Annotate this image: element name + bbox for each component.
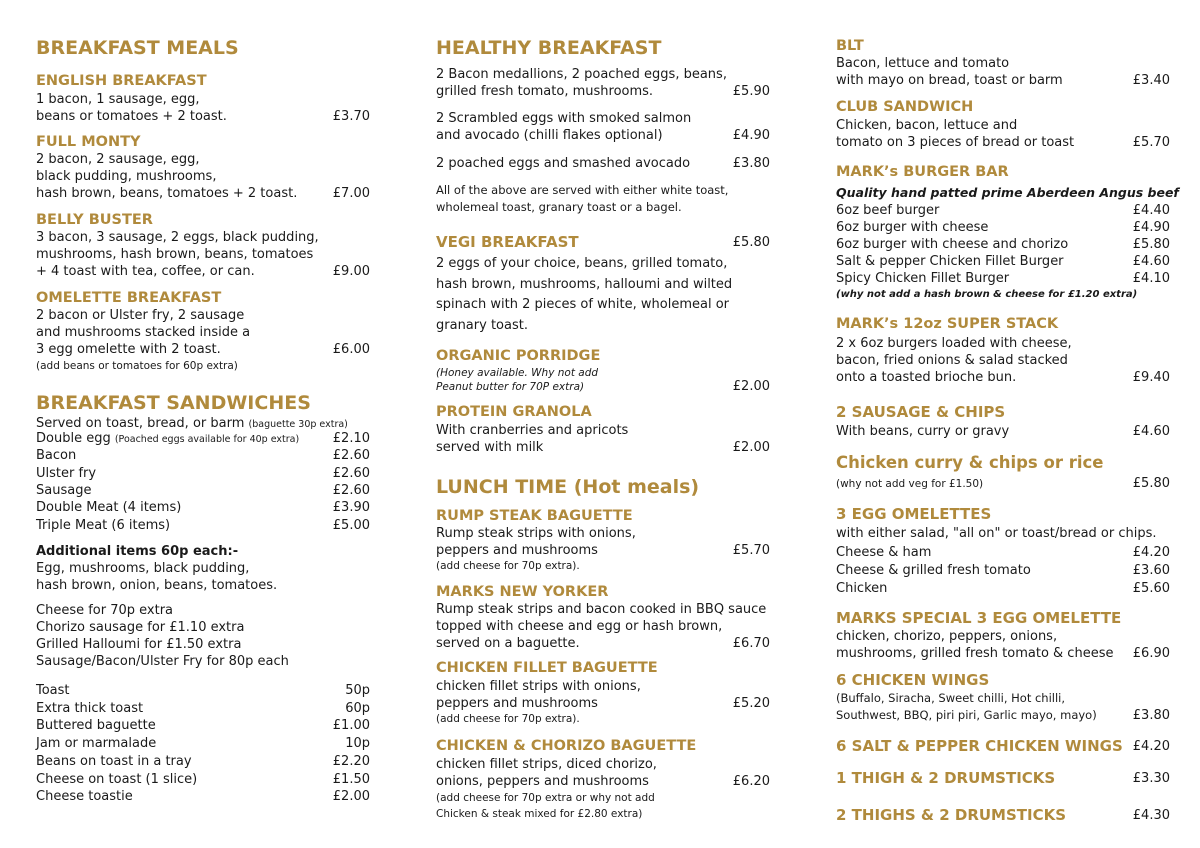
super-stack-heading: MARK’s 12oz SUPER STACK: [836, 316, 1059, 332]
toast-item-name: Beans on toast in a tray: [36, 753, 192, 769]
chicken-curry-heading: Chicken curry & chips or rice: [836, 453, 1104, 472]
extra-item: Sausage/Bacon/Ulster Fry for 80p each: [36, 654, 289, 669]
additional-items-desc-2: hash brown, onion, beans, tomatoes.: [36, 578, 278, 593]
healthy-note-1: All of the above are served with either white toast,: [436, 183, 729, 197]
granola-desc-2: [436, 439, 770, 456]
omelette-price: £5.60: [1132, 581, 1170, 596]
egg-omelettes-desc: with either salad, "all on" or toast/bread or chips.: [836, 526, 1157, 541]
vegi-breakfast-heading: [436, 234, 770, 251]
special-omelette-heading: MARKS SPECIAL 3 EGG OMELETTE: [836, 609, 1122, 627]
burger-price: £4.90: [1132, 220, 1170, 235]
list-item: [36, 753, 370, 770]
belly-buster-desc-1: 3 bacon, 3 sausage, 2 eggs, black pudding,: [36, 230, 319, 245]
omelette-name: Cheese & ham: [836, 545, 932, 560]
rump-desc-2-text: peppers and mushrooms: [436, 543, 598, 558]
blt-heading: BLT: [836, 38, 864, 54]
burger-name: Salt & pepper Chicken Fillet Burger: [836, 254, 1064, 269]
sandwich-price: £2.60: [332, 482, 370, 498]
sandwiches-subheading-note: (baguette 30p extra): [248, 419, 348, 430]
english-breakfast-desc-2: [36, 108, 370, 125]
yorker-desc-2: topped with cheese and egg or hash brown,: [436, 619, 723, 634]
granola-price: £2.00: [732, 440, 770, 455]
list-item: [836, 253, 1170, 270]
list-item: [836, 562, 1170, 579]
belly-buster-price: £9.00: [332, 264, 370, 279]
toast-item-name: Toast: [36, 683, 70, 698]
blt-price: £3.40: [1132, 73, 1170, 88]
healthy-1-desc-2-text: grilled fresh tomato, mushrooms.: [436, 84, 654, 99]
burger-name: 6oz burger with cheese and chorizo: [836, 237, 1069, 252]
yorker-desc-3-text: served on a baguette.: [436, 636, 580, 651]
list-item: [836, 236, 1170, 253]
toast-item-price: 60p: [345, 700, 370, 716]
thigh2-heading-text: 2 THIGHS & 2 DRUMSTICKS: [836, 806, 1067, 824]
yorker-desc-1: Rump steak strips and bacon cooked in BBQ sauce: [436, 602, 767, 617]
wings-price: £3.80: [1132, 708, 1170, 723]
burger-price: £4.10: [1132, 271, 1170, 286]
sandwich-name: Triple Meat (6 items): [36, 517, 171, 533]
chicken-fillet-heading: CHICKEN FILLET BAGUETTE: [436, 660, 658, 676]
sausage-chips-heading: 2 SAUSAGE & CHIPS: [836, 403, 1006, 421]
granola-desc-2-text: served with milk: [436, 440, 544, 455]
additional-items-heading: Additional items 60p each:-: [36, 544, 239, 559]
burger-name: Spicy Chicken Fillet Burger: [836, 271, 1010, 286]
list-item: [36, 788, 370, 805]
chorizo-desc-1: chicken fillet strips, diced chorizo,: [436, 757, 657, 772]
burger-bar-heading: MARK’s BURGER BAR: [836, 164, 1009, 180]
healthy-note-2: wholemeal toast, granary toast or a bagel.: [436, 200, 682, 214]
porridge-note-2: [436, 380, 770, 395]
list-item: [36, 482, 370, 499]
club-sandwich-heading: CLUB SANDWICH: [836, 99, 974, 115]
vegi-breakfast-price: £5.80: [732, 235, 770, 250]
list-item: [836, 219, 1170, 236]
new-yorker-heading: MARKS NEW YORKER: [436, 584, 609, 600]
sandwich-name: Ulster fry: [36, 465, 97, 481]
stack-price: £9.40: [1132, 370, 1170, 385]
club-desc-1: Chicken, bacon, lettuce and: [836, 118, 1018, 133]
english-breakfast-desc-2-text: beans or tomatoes + 2 toast.: [36, 109, 227, 124]
toast-item-name: Extra thick toast: [36, 700, 144, 716]
burger-note: (why not add a hash brown & cheese for £1.20 extra): [836, 289, 1138, 300]
sandwich-price: £3.90: [332, 500, 370, 516]
burger-subheading: Quality hand patted prime Aberdeen Angus beef: [836, 185, 1179, 200]
full-monty-desc-2: black pudding, mushrooms,: [36, 169, 217, 184]
extra-item: Grilled Halloumi for £1.50 extra: [36, 637, 242, 652]
rump-price: £5.70: [732, 543, 770, 558]
english-breakfast-desc-1: 1 bacon, 1 sausage, egg,: [36, 92, 200, 107]
sandwich-price: £5.00: [332, 517, 370, 533]
list-item: [36, 447, 370, 464]
blt-desc-1: Bacon, lettuce and tomato: [836, 56, 1010, 71]
chorizo-price: £6.20: [732, 774, 770, 789]
breakfast-meals-heading: BREAKFAST MEALS: [36, 37, 239, 59]
lunch-time-heading: LUNCH TIME (Hot meals): [436, 476, 700, 498]
sausage-desc-1: [836, 423, 1170, 440]
toast-item-price: 10p: [345, 736, 370, 752]
omelette-breakfast-desc-3: [36, 341, 370, 358]
vegi-desc-3: spinach with 2 pieces of white, wholemeal or: [436, 297, 730, 312]
belly-buster-heading: BELLY BUSTER: [36, 212, 153, 228]
vegi-breakfast-heading-text: VEGI BREAKFAST: [436, 233, 579, 251]
burger-price: £5.80: [1132, 237, 1170, 252]
stack-desc-3-text: onto a toasted brioche bun.: [836, 370, 1017, 385]
list-item: [36, 682, 370, 699]
list-item: [36, 517, 370, 534]
fillet-desc-2-text: peppers and mushrooms: [436, 696, 598, 711]
yorker-desc-3: [436, 635, 770, 652]
toast-item-price: £2.20: [332, 753, 370, 769]
sausage-desc-1-text: With beans, curry or gravy: [836, 424, 1010, 439]
omelette-breakfast-desc-2: and mushrooms stacked inside a: [36, 325, 251, 340]
stack-desc-3: [836, 369, 1170, 386]
special-price: £6.90: [1132, 646, 1170, 661]
healthy-3-desc-1: [436, 155, 770, 172]
sandwich-price: £2.60: [332, 448, 370, 464]
healthy-1-price: £5.90: [732, 84, 770, 99]
toast-item-price: 50p: [345, 683, 370, 698]
porridge-note-1: (Honey available. Why not add: [436, 367, 599, 379]
sandwiches-subheading-text: Served on toast, bread, or barm: [36, 416, 245, 431]
club-desc-2: [836, 134, 1170, 151]
healthy-breakfast-heading: HEALTHY BREAKFAST: [436, 37, 662, 59]
sausage-price: £4.60: [1132, 424, 1170, 439]
blt-desc-2-text: with mayo on bread, toast or barm: [836, 73, 1063, 88]
extra-item: Cheese for 70p extra: [36, 603, 174, 618]
thigh1-price: £3.30: [1132, 771, 1170, 786]
vegi-desc-4: granary toast.: [436, 318, 528, 333]
wings-desc-2: [836, 707, 1170, 724]
granola-desc-1: With cranberries and apricots: [436, 423, 629, 438]
omelette-breakfast-desc-3-text: 3 egg omelette with 2 toast.: [36, 342, 221, 357]
toast-item-name: Cheese toastie: [36, 789, 133, 805]
belly-buster-desc-3-text: + 4 toast with tea, coffee, or can.: [36, 264, 255, 279]
burger-name: 6oz burger with cheese: [836, 220, 989, 235]
rump-steak-heading: RUMP STEAK BAGUETTE: [436, 508, 633, 524]
chorizo-note-1: (add cheese for 70p extra or why not add: [436, 792, 655, 804]
rump-desc-1: Rump steak strips with onions,: [436, 526, 636, 541]
toast-item-name: Jam or marmalade: [36, 736, 157, 752]
healthy-2-desc-2: [436, 127, 770, 144]
protein-granola-heading: PROTEIN GRANOLA: [436, 404, 592, 420]
full-monty-desc-3-text: hash brown, beans, tomatoes + 2 toast.: [36, 186, 298, 201]
curry-desc-1: [836, 475, 1170, 493]
curry-price: £5.80: [1132, 476, 1170, 491]
healthy-3-price: £3.80: [732, 156, 770, 171]
toast-item-price: £1.00: [332, 718, 370, 734]
fillet-note: (add cheese for 70p extra).: [436, 713, 580, 725]
toast-item-name: Buttered baguette: [36, 718, 156, 734]
fillet-desc-2: [436, 695, 770, 712]
extra-item: Chorizo sausage for £1.10 extra: [36, 620, 245, 635]
healthy-1-desc-1: 2 Bacon medallions, 2 poached eggs, beans,: [436, 67, 727, 82]
curry-note: (why not add veg for £1.50): [836, 478, 984, 490]
sp-wings-heading: [836, 738, 1170, 755]
toast-item-name: Cheese on toast (1 slice): [36, 771, 198, 787]
omelette-price: £3.60: [1132, 563, 1170, 578]
thigh2-price: £4.30: [1132, 808, 1170, 823]
sp-wings-heading-text: 6 SALT & PEPPER CHICKEN WINGS: [836, 737, 1123, 755]
special-desc-2: [836, 645, 1170, 662]
special-desc-2-text: mushrooms, grilled fresh tomato & cheese: [836, 646, 1114, 661]
sandwich-name: Double Meat (4 items): [36, 500, 182, 516]
list-item: [836, 270, 1170, 287]
belly-buster-desc-3: [36, 263, 370, 280]
list-item: [36, 717, 370, 734]
stack-desc-2: bacon, fried onions & salad stacked: [836, 353, 1068, 368]
egg-omelettes-heading: 3 EGG OMELETTES: [836, 505, 992, 523]
full-monty-price: £7.00: [332, 186, 370, 201]
belly-buster-desc-2: mushrooms, hash brown, beans, tomatoes: [36, 247, 314, 262]
omelette-name: Cheese & grilled fresh tomato: [836, 563, 1031, 578]
omelette-breakfast-price: £6.00: [332, 342, 370, 357]
healthy-2-price: £4.90: [732, 128, 770, 143]
full-monty-heading: FULL MONTY: [36, 134, 141, 150]
omelette-breakfast-desc-1: 2 bacon or Ulster fry, 2 sausage: [36, 308, 245, 323]
burger-name: 6oz beef burger: [836, 203, 940, 218]
full-monty-desc-3: [36, 185, 370, 202]
blt-desc-2: [836, 72, 1170, 89]
sandwich-name: Double egg: [36, 431, 111, 446]
sandwich-name: Sausage: [36, 482, 92, 498]
thigh2-heading: [836, 807, 1170, 824]
sandwich-price: £2.60: [332, 465, 370, 481]
rump-note: (add cheese for 70p extra).: [436, 560, 580, 572]
english-breakfast-heading: ENGLISH BREAKFAST: [36, 73, 207, 89]
porridge-price: £2.00: [732, 379, 770, 394]
wings-desc-2-text: Southwest, BBQ, piri piri, Garlic mayo, mayo): [836, 708, 1097, 722]
healthy-2-desc-1: 2 Scrambled eggs with smoked salmon: [436, 111, 692, 126]
healthy-2-desc-2-text: and avocado (chilli flakes optional): [436, 128, 663, 143]
chorizo-note-2: Chicken & steak mixed for £2.80 extra): [436, 808, 643, 820]
toast-item-price: £1.50: [332, 771, 370, 787]
organic-porridge-heading: ORGANIC PORRIDGE: [436, 348, 601, 364]
healthy-3-desc-1-text: 2 poached eggs and smashed avocado: [436, 156, 691, 171]
rump-desc-2: [436, 542, 770, 559]
chorizo-desc-2: [436, 773, 770, 790]
list-item: [36, 499, 370, 516]
list-item: [36, 735, 370, 752]
full-monty-desc-1: 2 bacon, 2 sausage, egg,: [36, 152, 200, 167]
list-item: [36, 771, 370, 788]
club-price: £5.70: [1132, 135, 1170, 150]
sandwich-note: (Poached eggs available for 40p extra): [114, 434, 300, 445]
chorizo-desc-2-text: onions, peppers and mushrooms: [436, 774, 649, 789]
chicken-wings-heading: 6 CHICKEN WINGS: [836, 671, 990, 689]
omelette-name: Chicken: [836, 581, 888, 596]
sandwich-price: £2.10: [332, 431, 370, 446]
list-item: [36, 465, 370, 482]
wings-desc-1: (Buffalo, Siracha, Sweet chilli, Hot chilli,: [836, 691, 1066, 705]
sandwich-name: Bacon: [36, 448, 77, 464]
list-item: [36, 700, 370, 717]
list-item: [36, 430, 370, 448]
special-desc-1: chicken, chorizo, peppers, onions,: [836, 629, 1058, 644]
thigh1-heading-text: 1 THIGH & 2 DRUMSTICKS: [836, 769, 1056, 787]
sp-wings-price: £4.20: [1132, 739, 1170, 754]
burger-price: £4.60: [1132, 254, 1170, 269]
fillet-desc-1: chicken fillet strips with onions,: [436, 679, 641, 694]
vegi-desc-2: hash brown, mushrooms, halloumi and wilted: [436, 277, 733, 292]
thigh1-heading: [836, 770, 1170, 787]
additional-items-desc-1: Egg, mushrooms, black pudding,: [36, 561, 250, 576]
breakfast-sandwiches-heading: BREAKFAST SANDWICHES: [36, 392, 311, 414]
chicken-chorizo-heading: CHICKEN & CHORIZO BAGUETTE: [436, 738, 697, 754]
stack-desc-1: 2 x 6oz burgers loaded with cheese,: [836, 336, 1072, 351]
english-breakfast-price: £3.70: [332, 109, 370, 124]
yorker-price: £6.70: [732, 636, 770, 651]
list-item: [836, 544, 1170, 561]
list-item: [836, 580, 1170, 597]
list-item: [836, 202, 1170, 219]
club-desc-2-text: tomato on 3 pieces of bread or toast: [836, 135, 1075, 150]
toast-item-price: £2.00: [332, 789, 370, 805]
omelette-price: £4.20: [1132, 545, 1170, 560]
porridge-note-2-text: Peanut butter for 70P extra): [436, 381, 585, 393]
healthy-1-desc-2: [436, 83, 770, 100]
vegi-desc-1: 2 eggs of your choice, beans, grilled tomato,: [436, 256, 728, 271]
omelette-breakfast-heading: OMELETTE BREAKFAST: [36, 290, 222, 306]
burger-price: £4.40: [1132, 203, 1170, 218]
fillet-price: £5.20: [732, 696, 770, 711]
omelette-breakfast-note: (add beans or tomatoes for 60p extra): [36, 360, 238, 372]
